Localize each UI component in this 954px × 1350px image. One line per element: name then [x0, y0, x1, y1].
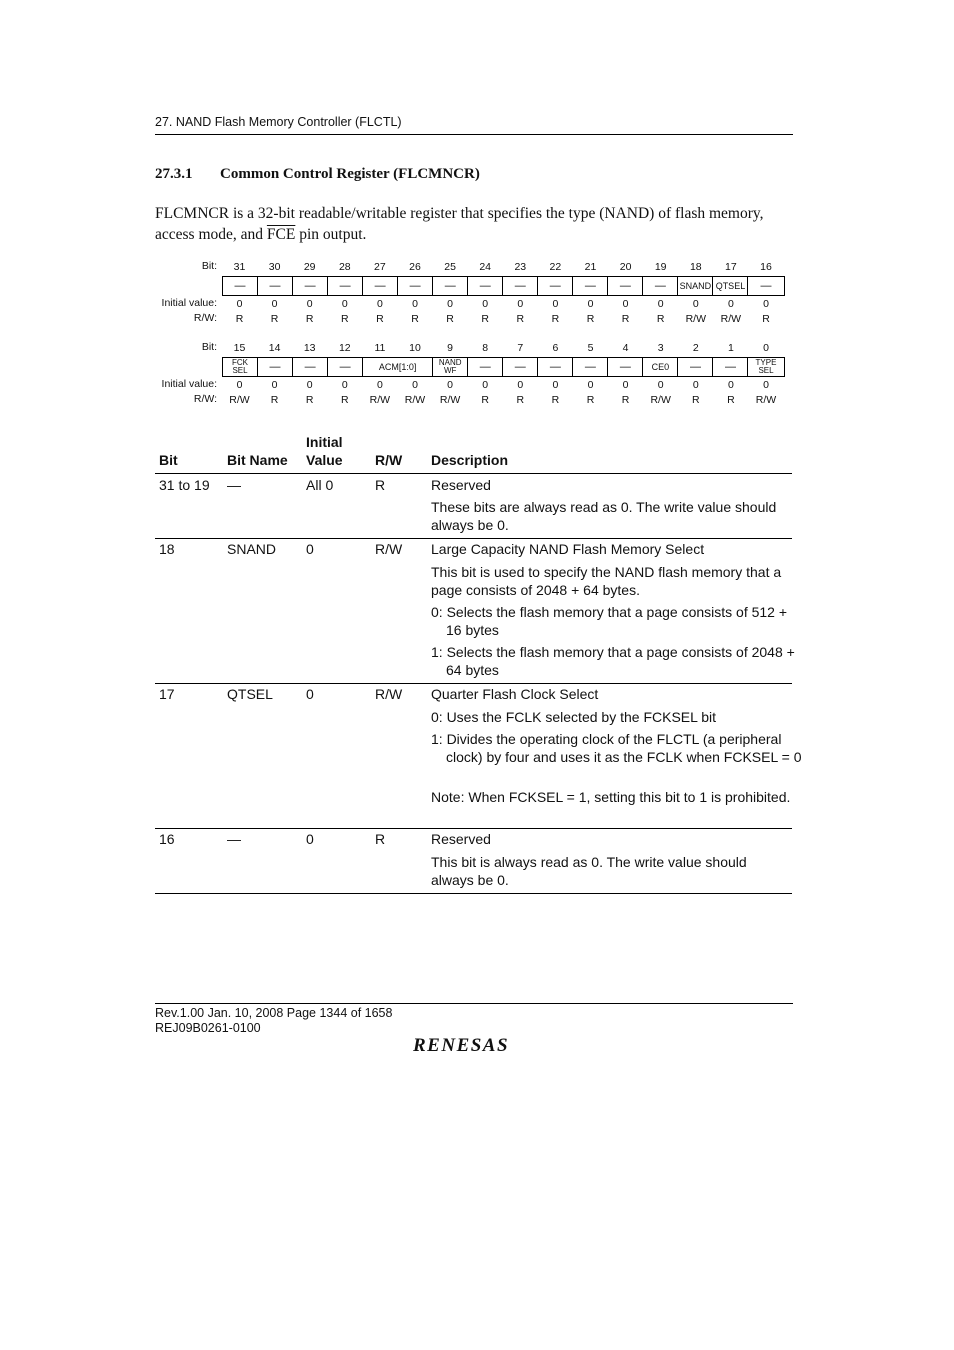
register-field: — — [573, 277, 608, 295]
row-bit: 31 to 19 — [159, 477, 210, 493]
intro-text-before: FLCMNCR is a 32-bit readable/writable register that specifies the type (NAND) of flash memory, access mode, and — [155, 205, 764, 243]
initial-value: 0 — [517, 298, 524, 310]
rw-value: R — [621, 313, 630, 325]
register-field: — — [608, 277, 643, 295]
initial-value: 0 — [622, 379, 629, 391]
rw-value: R/W — [229, 394, 250, 406]
initial-value: 0 — [657, 298, 664, 310]
register-field-row — [222, 357, 785, 377]
row-bit: 18 — [159, 541, 175, 557]
section-heading — [155, 166, 480, 183]
rw-value: R — [727, 394, 735, 406]
row-rw: R/W — [375, 686, 403, 702]
bit-number: 21 — [584, 261, 597, 273]
row-desc-option: 1: Divides the operating clock of the FLCTL (a peripheral clock) by four and uses it as the FCLK when FCKSEL = 0 — [431, 731, 802, 765]
register-field: TYPE SEL — [755, 358, 777, 375]
logo-text: RENESAS — [413, 1035, 510, 1055]
table-rule — [155, 473, 792, 474]
bit-number: 7 — [517, 342, 524, 354]
register-field: — — [760, 280, 772, 292]
rw-value: R — [270, 313, 279, 325]
initial-value: 0 — [727, 379, 734, 391]
register-field: QTSEL — [713, 277, 748, 295]
rw-value: R — [551, 313, 560, 325]
row-rw: R — [375, 477, 386, 493]
initial-value: 0 — [236, 298, 243, 310]
bit-number: 22 — [549, 261, 562, 273]
initial-value: 0 — [552, 379, 559, 391]
register-field: FCK SEL — [223, 358, 258, 376]
row-rw: R/W — [375, 541, 403, 557]
row-initial: 0 — [306, 541, 314, 557]
initial-value-label: Initial value: — [161, 378, 217, 390]
initial-value: 0 — [341, 379, 348, 391]
initial-value: 0 — [587, 379, 594, 391]
bit-number: 29 — [303, 261, 316, 273]
rw-label: R/W: — [193, 312, 217, 324]
rw-value: R — [586, 313, 595, 325]
register-field: NAND WF — [433, 358, 468, 376]
rw-value: R/W — [685, 313, 706, 325]
bit-number: 13 — [303, 342, 316, 354]
section-number: 27.3.1 — [155, 166, 193, 182]
footer-divider — [155, 1003, 793, 1004]
row-bit: 17 — [159, 686, 175, 702]
rw-value: R — [270, 394, 279, 406]
register-field: — — [713, 358, 748, 376]
rw-value: R — [411, 313, 419, 325]
running-header: 27. NAND Flash Memory Controller (FLCTL) — [155, 115, 402, 129]
initial-value: 0 — [552, 298, 559, 310]
row-name: SNAND — [227, 541, 277, 557]
initial-value: 0 — [376, 298, 383, 310]
bit-label: Bit: — [201, 260, 217, 272]
initial-value: 0 — [376, 379, 383, 391]
header-rw: R/W — [375, 452, 403, 468]
bit-number: 31 — [233, 261, 246, 273]
rw-value: R — [305, 394, 314, 406]
initial-value: 0 — [763, 379, 769, 391]
rw-value: R — [621, 394, 630, 406]
bit-number: 14 — [268, 342, 281, 354]
register-field: CE0 — [643, 358, 678, 376]
bit-number: 18 — [689, 261, 702, 273]
table-rule — [155, 538, 792, 539]
bit-number: 27 — [374, 261, 386, 273]
intro-text-after: pin output. — [295, 226, 367, 243]
initial-value: 0 — [692, 379, 699, 391]
bit-number: 5 — [587, 342, 594, 354]
bit-number: 0 — [763, 342, 769, 354]
row-bit: 16 — [159, 831, 175, 847]
section-title: Common Control Register (FLCMNCR) — [220, 166, 480, 182]
bit-number: 16 — [760, 261, 772, 273]
rw-value: R/W — [439, 394, 461, 406]
register-field: — — [608, 358, 643, 376]
bit-number: 9 — [447, 342, 454, 354]
initial-value: 0 — [727, 298, 734, 310]
register-field: — — [433, 277, 468, 295]
register-field: — — [223, 277, 258, 295]
initial-value: 0 — [622, 298, 629, 310]
initial-value: 0 — [517, 379, 524, 391]
row-desc-title: Reserved — [431, 477, 491, 493]
bit-number: 30 — [268, 261, 281, 273]
table-rule — [155, 683, 792, 684]
rw-value: R/W — [650, 394, 671, 406]
initial-value: 0 — [306, 298, 313, 310]
renesas-logo — [413, 1035, 533, 1060]
bit-number: 25 — [444, 261, 456, 273]
row-rw: R — [375, 831, 386, 847]
register-field: — — [468, 358, 503, 376]
initial-value: 0 — [692, 298, 699, 310]
register-field: SNAND — [678, 277, 713, 295]
register-field: — — [468, 277, 503, 295]
bit-number: 8 — [482, 342, 489, 354]
bit-number: 19 — [654, 261, 667, 273]
initial-value: 0 — [447, 298, 454, 310]
initial-value: 0 — [236, 379, 243, 391]
initial-value: 0 — [447, 379, 454, 391]
bit-number: 1 — [727, 342, 734, 354]
row-initial: 0 — [306, 831, 314, 847]
bit-number: 11 — [374, 342, 386, 354]
rw-value: R — [516, 394, 525, 406]
bit-number: 28 — [338, 261, 351, 273]
rw-value: R — [586, 394, 595, 406]
row-name: QTSEL — [227, 686, 273, 702]
rw-value: R — [481, 313, 489, 325]
initial-value: 0 — [587, 298, 594, 310]
initial-value: 0 — [412, 298, 418, 310]
header-description: Description — [431, 452, 509, 468]
header-bit: Bit — [159, 452, 178, 468]
bit-number: 23 — [514, 261, 527, 273]
row-name: — — [227, 831, 241, 847]
footer-doc-number: REJ09B0261-0100 — [155, 1021, 261, 1035]
rw-value: R — [551, 394, 560, 406]
register-field: — — [678, 358, 713, 376]
register-field: — — [573, 358, 608, 376]
rw-value: R/W — [755, 394, 777, 406]
rw-value: R/W — [404, 394, 426, 406]
register-field: — — [538, 277, 573, 295]
register-field: — — [398, 277, 433, 295]
bit-number: 26 — [409, 261, 421, 273]
table-rule — [155, 828, 792, 829]
initial-value: 0 — [271, 379, 278, 391]
rw-value: R — [481, 394, 489, 406]
row-desc-title: Quarter Flash Clock Select — [431, 686, 599, 702]
intro-signal: $\overline{FCE}$ — [266, 226, 296, 243]
bit-number: 4 — [622, 342, 629, 354]
intro-paragraph — [155, 203, 795, 245]
row-desc-note: Note: When FCKSEL = 1, setting this bit to 1 is prohibited. — [431, 789, 791, 805]
bit-number: 15 — [233, 342, 246, 354]
bit-number: 6 — [552, 342, 559, 354]
bit-number: 17 — [725, 261, 737, 273]
rw-label: R/W: — [193, 393, 217, 405]
header-initial: Initial — [306, 434, 343, 450]
initial-value-label: Initial value: — [161, 297, 217, 309]
row-desc-title: Large Capacity NAND Flash Memory Select — [431, 541, 705, 557]
row-desc-option: 0: Selects the flash memory that a page consists of 512 + 16 bytes — [431, 604, 788, 638]
header-bit-name: Bit Name — [227, 452, 288, 468]
register-field: — — [328, 358, 363, 376]
rw-value: R — [305, 313, 314, 325]
table-bottom-rule — [155, 893, 792, 894]
initial-value: 0 — [657, 379, 664, 391]
initial-value: 0 — [412, 379, 418, 391]
row-initial: All 0 — [306, 477, 334, 493]
register-field-row — [222, 276, 785, 296]
bit-number: 3 — [657, 342, 664, 354]
initial-value: 0 — [482, 298, 489, 310]
initial-value: 0 — [482, 379, 489, 391]
register-field: — — [538, 358, 573, 376]
row-desc-text: This bit is used to specify the NAND flash memory that a page consists of 2048 + 64 bytes. — [431, 564, 782, 598]
register-field: — — [293, 358, 328, 376]
bit-number: 12 — [338, 342, 351, 354]
register-field: — — [328, 277, 363, 295]
register-field: — — [503, 277, 538, 295]
register-field: — — [293, 277, 328, 295]
bit-number: 20 — [619, 261, 632, 273]
rw-value: R — [341, 313, 349, 325]
row-desc-text: These bits are always read as 0. The write value should always be 0. — [431, 499, 777, 533]
rw-value: R — [656, 313, 665, 325]
bit-number: 24 — [479, 261, 492, 273]
register-field: — — [503, 358, 538, 376]
row-desc-title: Reserved — [431, 831, 491, 847]
rw-value: R/W — [720, 313, 742, 325]
rw-value: R — [516, 313, 525, 325]
row-desc-option: 1: Selects the flash memory that a page consists of 2048 + 64 bytes — [431, 644, 795, 678]
rw-value: R — [762, 313, 770, 325]
register-field: — — [643, 277, 678, 295]
register-field: — — [258, 277, 293, 295]
rw-value: R/W — [369, 394, 391, 406]
header-divider — [155, 134, 793, 135]
header-value: Value — [306, 452, 343, 468]
row-initial: 0 — [306, 686, 314, 702]
initial-value: 0 — [341, 298, 348, 310]
initial-value: 0 — [763, 298, 769, 310]
bit-number: 2 — [692, 342, 699, 354]
row-desc-option: 0: Uses the FCLK selected by the FCKSEL bit — [431, 709, 717, 725]
rw-value: R — [376, 313, 384, 325]
rw-value: R — [235, 313, 244, 325]
rw-value: R — [341, 394, 349, 406]
bit-number: 10 — [409, 342, 421, 354]
rw-value: R — [692, 394, 700, 406]
row-desc-text: This bit is always read as 0. The write value should always be 0. — [431, 854, 747, 888]
row-name: — — [227, 477, 241, 493]
bit-label: Bit: — [201, 341, 217, 353]
initial-value: 0 — [306, 379, 313, 391]
initial-value: 0 — [271, 298, 278, 310]
rw-value: R — [446, 313, 454, 325]
register-field: — — [363, 277, 398, 295]
footer-revision: Rev.1.00 Jan. 10, 2008 Page 1344 of 1658 — [155, 1006, 393, 1020]
register-field: ACM[1:0] — [363, 358, 433, 376]
register-field: — — [258, 358, 293, 376]
